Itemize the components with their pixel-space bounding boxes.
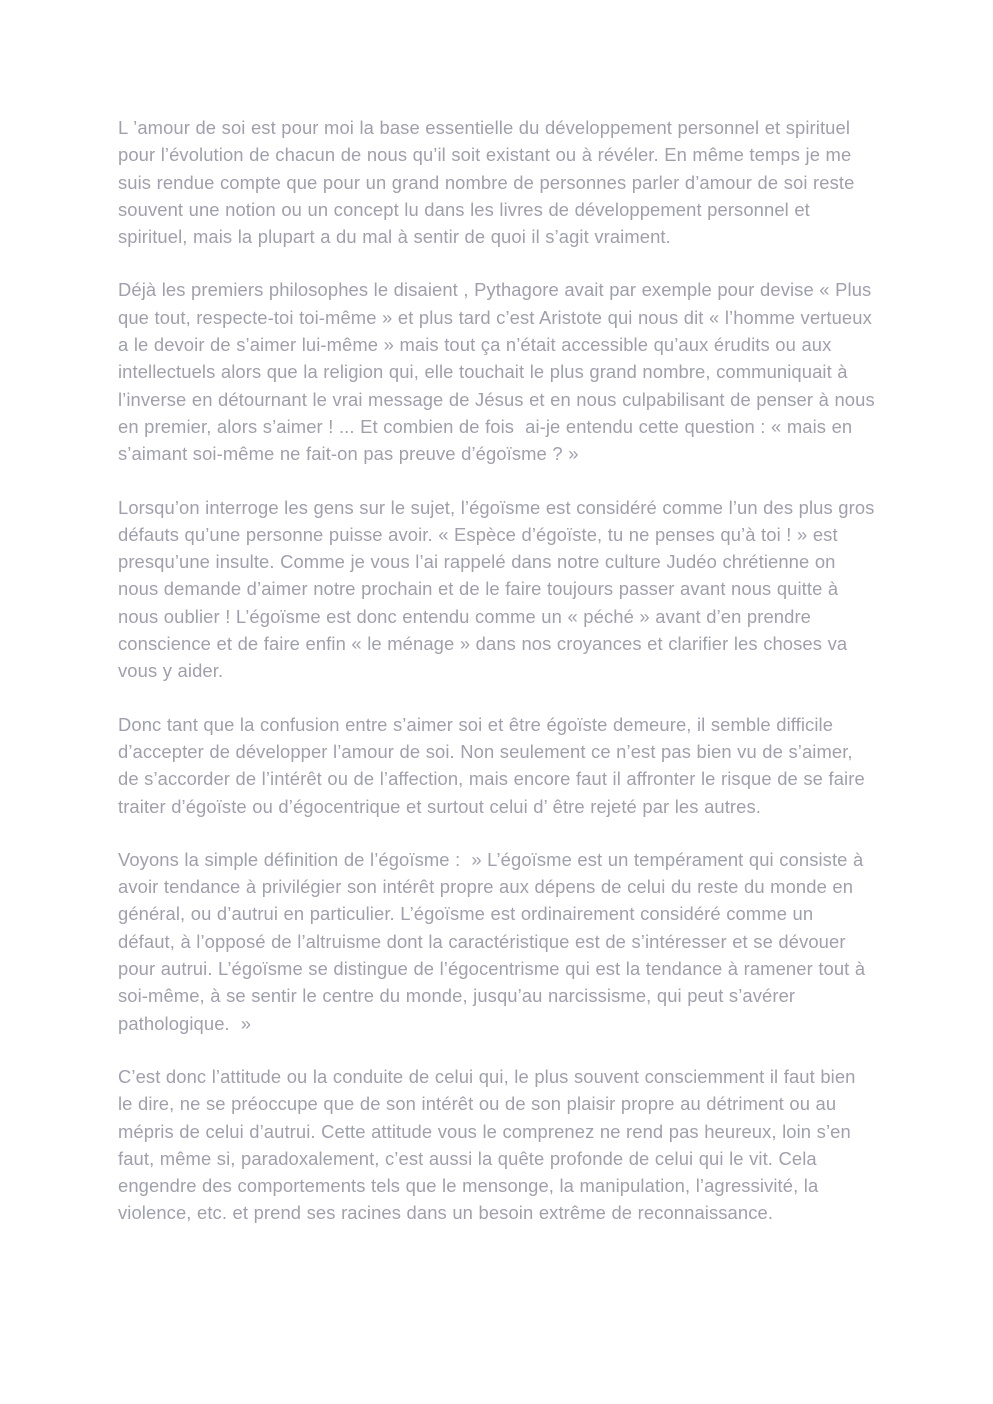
paragraph-2: Déjà les premiers philosophes le disaient , Pythagore avait par exemple pour devise « Plus que tout, respecte-toi toi-même » et plus tard c’est Aristote qui nous dit « l’homme vertueux a le devoir de s’aimer lui-même » mais tout ça n’était accessible qu’aux érudits ou aux intellectuels alors que la religion qui, elle touchait le plus grand nombre, communiquait à l’inverse en détournant le vrai message de Jésus et en nous culpabilisant de penser à nous en premier, alors s’aimer ! ... Et combien de fois ai-je entendu cette question : « mais en s’aimant soi-même ne fait-on pas preuve d’égoïsme ? »	[118, 279, 881, 465]
paragraph-4: Donc tant que la confusion entre s’aimer soi et être égoïste demeure, il semble difficile d’accepter de développer l’amour de soi. Non seulement ce n’est pas bien vu de s’aimer, de s’accorder de l’intérêt ou de l’affection, mais encore faut il affronter le risque de se faire traiter d’égoïste ou d’égocentrique et surtout celui d’ être rejeté par les autres.	[118, 713, 871, 817]
paragraph-3: Lorsqu’on interroge les gens sur le sujet, l’égoïsme est considéré comme l’un des plus gros défauts qu’une personne puisse avoir. « Espèce d’égoïste, tu ne penses qu’à toi ! » est presqu’une insulte. Comme je vous l’ai rappelé dans notre culture Judéo chrétienne on nous demande d’aimer notre prochain et de le faire toujours passer avant nous quitte à nous oublier ! L’égoïsme est donc entendu comme un « péché » avant d’en prendre conscience et de faire enfin « le ménage » dans nos croyances et clarifier les choses va vous y aider.	[118, 496, 880, 682]
body-text-column	[118, 114, 881, 1227]
paragraph-1: L ’amour de soi est pour moi la base essentielle du développement personnel et spirituel pour l’évolution de chacun de nous qu’il soit existant ou à révéler. En même temps je me suis rendue compte que pour un grand nombre de personnes parler d’amour de soi reste souvent une notion ou un concept lu dans les livres de développement personnel et spirituel, mais la plupart a du mal à sentir de quoi il s’agit vraiment.	[118, 117, 860, 248]
paragraph-6: C’est donc l’attitude ou la conduite de celui qui, le plus souvent consciemment il faut bien le dire, ne se préoccupe que de son intérêt ou de son plaisir propre au détriment ou au mépris de celui d’autrui. Cette attitude vous le comprenez ne rend pas heureux, loin s’en faut, même si, paradoxalement, c’est aussi la quête profonde de celui qui le vit. Cela engendre des comportements tels que le mensonge, la manipulation, l’agressivité, la violence, etc. et prend ses racines dans un besoin extrême de reconnaissance.	[118, 1065, 862, 1224]
paragraph-5: Voyons la simple définition de l’égoïsme : » L’égoïsme est un tempérament qui consiste à avoir tendance à privilégier son intérêt propre aux dépens de celui du reste du monde en général, ou d’autrui en particulier. L’égoïsme est ordinairement considéré comme un défaut, à l’opposé de l’altruisme dont la caractéristique est de s’intéresser et se dévouer pour autrui. L’égoïsme se distingue de l’égocentrisme qui est la tendance à ramener tout à soi-même, à se sentir le centre du monde, jusqu’au narcissisme, qui peut s’avérer pathologique. »	[118, 848, 871, 1034]
